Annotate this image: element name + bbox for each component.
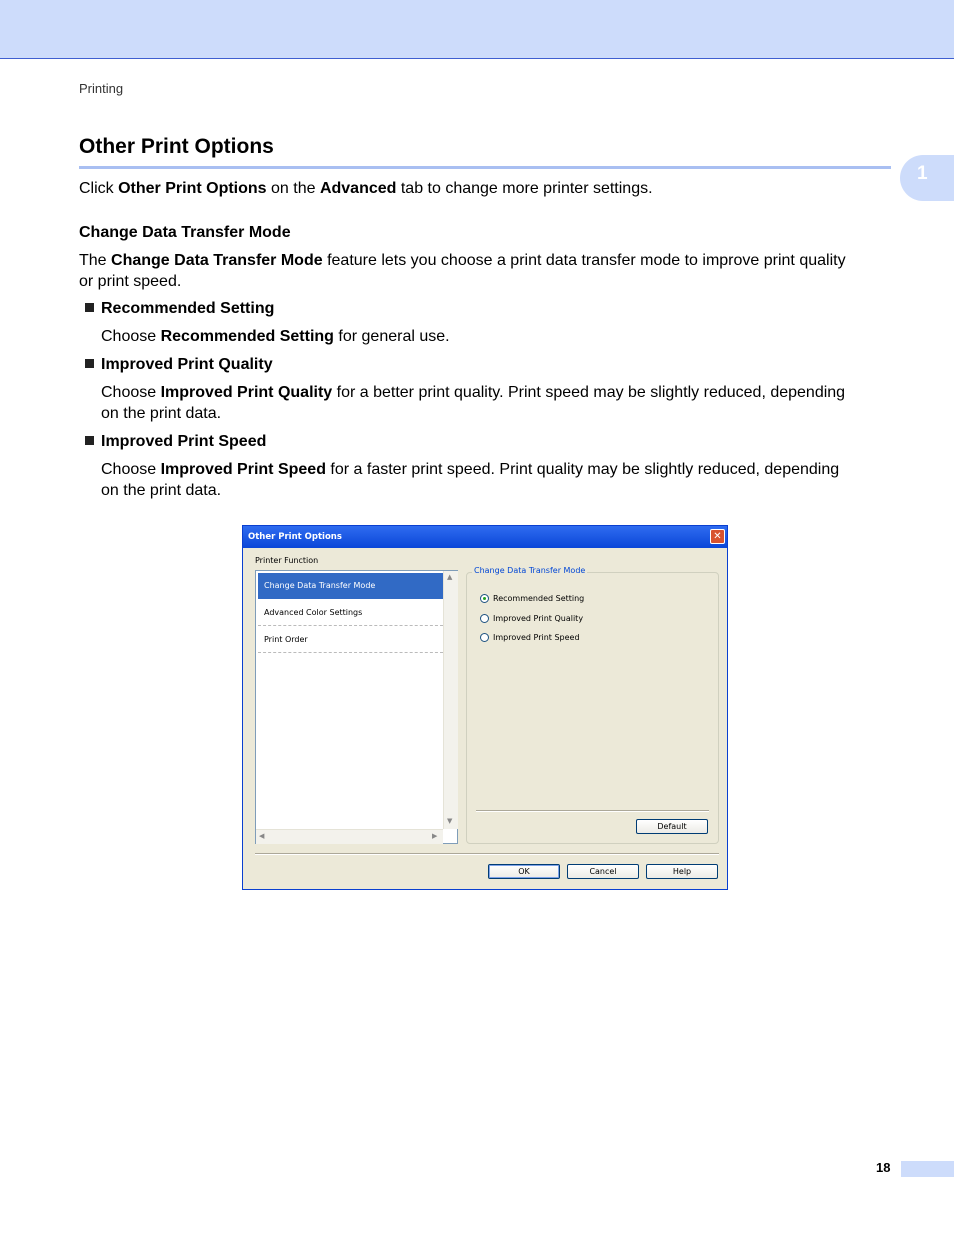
radio-improved-print-speed[interactable] [480, 633, 489, 642]
horizontal-scrollbar[interactable] [256, 829, 443, 844]
dialog-title: Other Print Options [248, 532, 342, 542]
running-title: Printing [79, 81, 124, 96]
bullet-square-icon [85, 359, 94, 368]
radio-improved-print-quality[interactable] [480, 614, 489, 623]
help-button[interactable]: Help [646, 864, 718, 879]
cancel-button[interactable]: Cancel [567, 864, 639, 879]
scroll-down-icon[interactable]: ▼ [447, 817, 453, 825]
group-title: Change Data Transfer Mode [474, 566, 586, 575]
subheading: Change Data Transfer Mode [79, 224, 291, 241]
printer-function-label: Printer Function [255, 556, 319, 565]
printer-function-list[interactable] [255, 570, 458, 844]
header-band [0, 0, 954, 59]
bullet-square-icon [85, 303, 94, 312]
option-text-quality: Choose Improved Print Quality for a better print quality. Print speed may be slightly reduced, depending on the print data. [101, 384, 846, 422]
dialog-separator [255, 853, 719, 855]
scroll-left-icon[interactable]: ◀ [259, 832, 265, 840]
default-button[interactable]: Default [636, 819, 708, 834]
other-print-options-dialog [242, 525, 728, 890]
intro-paragraph: Click Other Print Options on the Advanced tab to change more printer settings. [79, 180, 653, 197]
page-number: 18 [876, 1160, 891, 1175]
option-heading-speed: Improved Print Speed [85, 433, 266, 451]
radio-label-speed[interactable]: Improved Print Speed [493, 633, 580, 642]
dialog-title-bar [243, 526, 727, 548]
chapter-number: 1 [917, 163, 928, 184]
option-heading-quality: Improved Print Quality [85, 356, 273, 374]
scroll-up-icon[interactable]: ▲ [447, 573, 453, 581]
section-title: Other Print Options [79, 135, 274, 158]
option-heading-recommended: Recommended Setting [85, 300, 274, 318]
radio-label-recommended[interactable]: Recommended Setting [493, 594, 585, 603]
close-icon[interactable]: ✕ [710, 529, 725, 544]
group-separator [476, 810, 709, 812]
radio-recommended-setting[interactable] [480, 594, 489, 603]
description-paragraph: The Change Data Transfer Mode feature lets you choose a print data transfer mode to improve print quality or print speed. [79, 252, 846, 290]
ok-button[interactable]: OK [488, 864, 560, 879]
scroll-right-icon[interactable]: ▶ [432, 832, 438, 840]
vertical-scrollbar[interactable] [443, 571, 458, 829]
radio-label-quality[interactable]: Improved Print Quality [493, 614, 584, 623]
bullet-square-icon [85, 436, 94, 445]
list-item-advanced-color-settings[interactable]: Advanced Color Settings [258, 600, 443, 626]
title-rule [79, 166, 891, 169]
footer-band [901, 1161, 954, 1177]
list-item-print-order[interactable]: Print Order [258, 627, 443, 653]
option-text-recommended: Choose Recommended Setting for general use. [101, 328, 450, 345]
list-item-change-data-transfer-mode[interactable]: Change Data Transfer Mode [258, 573, 443, 599]
transfer-mode-group [466, 572, 719, 844]
option-text-speed: Choose Improved Print Speed for a faster print speed. Print quality may be slightly reduced, depending on the print data. [101, 461, 840, 499]
